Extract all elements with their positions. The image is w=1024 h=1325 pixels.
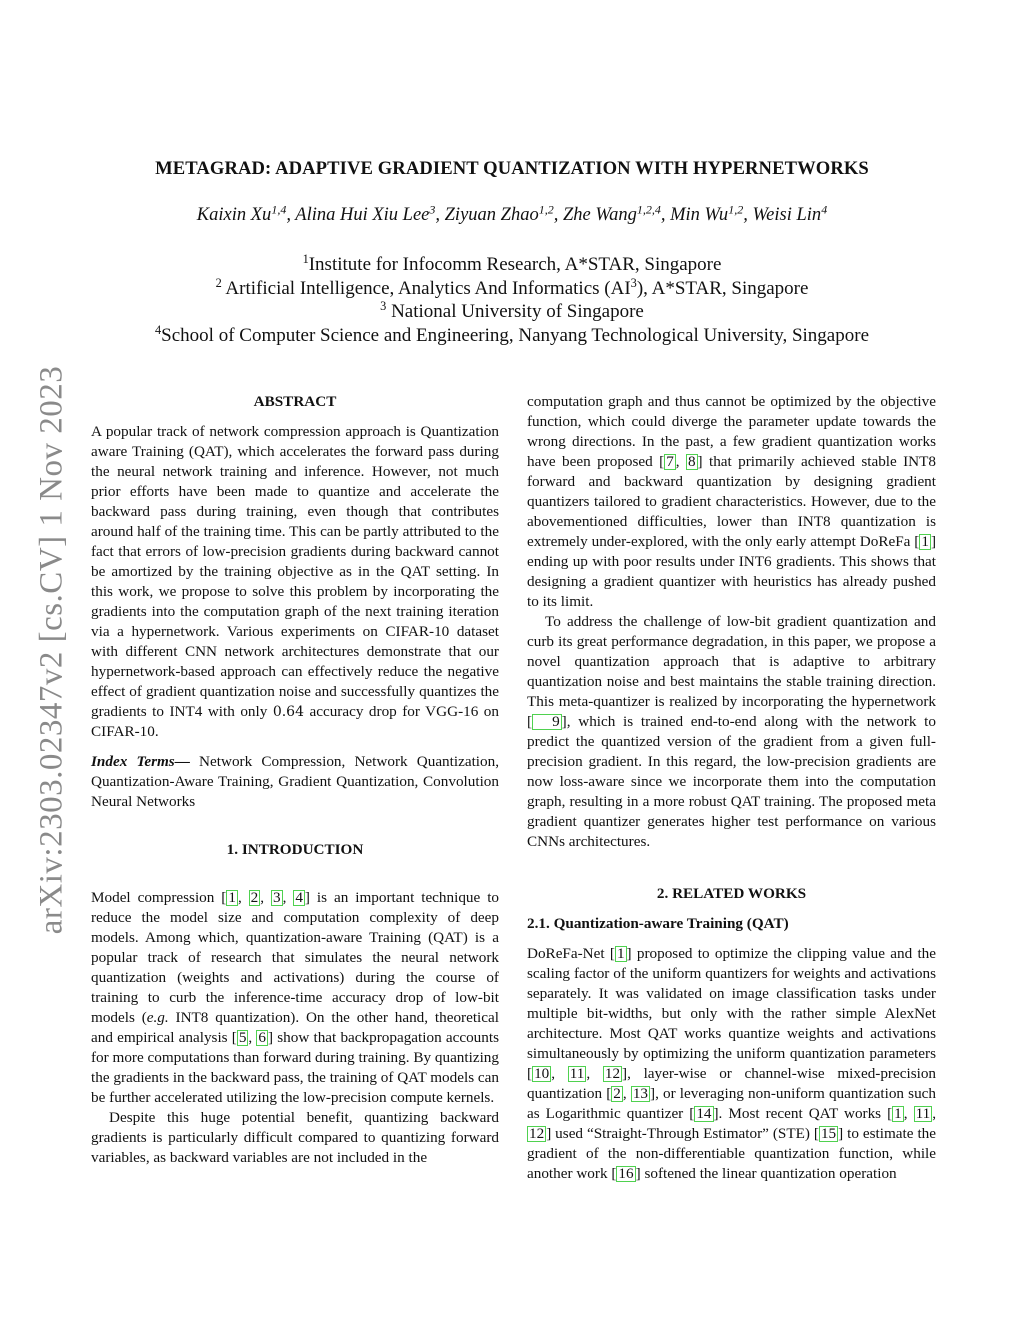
affiliation: $^4$School of Computer Science and Engineering, Nanyang Technological University, Singapore [155,322,869,346]
affiliation: $^2$ Artificial Intelligence, Analytics And Informatics $(AI^3)$, A*STAR, Singapore [215,275,809,299]
citation-link[interactable]: 11 [569,1065,585,1082]
author: Ziyuan Zhao$^{1,2}$, [444,202,563,225]
author: Zhe Wang$^{1,2,4}$, [562,202,671,225]
intro-paragraph-2: Despite this huge potential benefit, quantizing backward gradients is particularly difficult compared to quantizing forward variables, as backward variables are not included in the [91,1109,499,1166]
citation-link[interactable]: 2 [250,889,259,906]
citation-link[interactable]: 12 [529,1125,545,1142]
abstract-heading: ABSTRACT [253,393,337,410]
author: Alina Hui Xiu Lee$^3$, [295,202,445,225]
author-list [0,202,1024,226]
intro-paragraph-3: computation graph and thus cannot be optimized by the objective function, which could diverge the parameter update towards the wrong directions. In the past, a few gradient quantization works have been proposed [ 7 , 8 ] that primarily achieved stable INT8 forward and backward quantization by designing gradient quantizers tailored to gradient characteristics. However, due to the abovementioned difficulties, lower than INT8 quantization is extremely under-explored, with the only early attempt DoReFa [ 1 ] ending up with poor results under INT6 gradients. This shows that designing a gradient quantizer with heuristics has already pushed to its limit. [527,393,937,610]
citation-link[interactable]: 2 [613,1085,621,1102]
citation-link[interactable]: 1 [921,533,929,550]
author: Kaixin Xu$^{1,4}$, [196,202,296,225]
citation-link[interactable]: 11 [915,1105,931,1122]
right-column [527,392,936,1184]
author: Weisi Lin$^4$ [752,202,828,225]
paper-title: METAGRAD: ADAPTIVE GRADIENT QUANTIZATION WITH HYPERNETWORKS [155,158,869,179]
related-works-heading: 2. RELATED WORKS [656,885,807,902]
qat-subsection-heading: 2.1. Quantization-aware Training (QAT) [527,915,789,932]
citation-link[interactable]: 12 [604,1065,621,1082]
citation-link[interactable]: 1 [616,945,625,962]
author: Min Wu$^{1,2}$, [670,202,753,225]
related-paragraph-1: DoReFa-Net [ 1 ] proposed to optimize the clipping value and the scaling factor of the uniform quantizers for weights and activations separately. It was validated on image classification tasks under multiple bit-widths, but only with the rather simple AlexNet architecture. Most QAT works quantize weights and activations simultaneously by optimizing the uniform quantization parameters [ 10 , 11 , 12 ], layer-wise or channel-wise mixed-precision quantization [ 2 , 13 ], or leveraging non-uniform quantization such as Logarithmic quantizer [ 14 ]. Most recent QAT works [ 1 , 11 , 12 ] used “Straight-Through Estimator” (STE) [ 15 ] to estimate the gradient of the non-differentiable quantization function, while another work [ 16 ] softened the linear quantization operation [527,945,937,1182]
abstract-text: A popular track of network compression approach is Quantization aware Training (QAT), which accelerates the forward pass during the neural network training and inference. However, not much prior efforts have been made to quantize and accelerate the backward pass during training, even though that contributes around half of the training time. This can be partly attributed to the fact that errors of low-precision gradients during backward cannot be amortized by the training objective as in the QAT setting. In this work, we propose to solve this problem by incorporating the gradients into the computation graph of the next training iteration via a hypernetwork. Various experiments on CIFAR-10 dataset with different CNN network architectures demonstrate that our hypernetwork-based approach can effectively reduce the negative effect of gradient quantization noise and successfully quantizes the gradients to INT4 with only 0.64 accuracy drop for VGG-16 on CIFAR-10. [91,423,499,740]
index-terms: Index Terms— Network Compression, Network Quantization, Quantization-Aware Training, Gradient Quantization, Convolution Neural Networks [91,753,499,810]
introduction-heading: 1. INTRODUCTION [226,841,364,858]
affiliation: $^3$ National University of Singapore [380,299,644,322]
intro-paragraph-4: To address the challenge of low-bit gradient quantization and curb its great performance degradation, in this paper, we propose a novel quantization approach that is adaptive to arbitrary quantization noise and best maintains the stable training direction. This meta-quantizer is realized by incorporating the hypernetwork [ 9 ], which is trained end-to-end along with the network to predict the quantized version of the gradient from a given full-precision gradient. In this regard, the low-precision gradients are now loss-aware since we incorporate them into the computation graph, resulting in a more robust QAT training. The proposed meta gradient quantizer generates higher test performance on various CNNs architectures. [527,613,936,850]
citation-link[interactable]: 10 [534,1065,550,1082]
left-column [91,392,499,1168]
arxiv-watermark: arXiv:2303.02347v2 [cs.CV] 1 Nov 2023 [33,365,70,935]
intro-paragraph-1: Model compression [ 1 , 2 , 3 , 4 ] is an important technique to reduce the model size and computation complexity of deep models. Among which, quantization-aware Training (QAT) is a popular track of research that simulates the neural network quantization (weights and activations) during the course of training to curb the inference-time accuracy drop of low-bit models (e.g. INT8 quantization). On the other hand, theoretical and empirical analysis [ 5 , 6 ] show that backpropagation accounts for more computations than forward during training. By quantizing the gradients in the backward pass, the training of QAT models can be further accelerated utilizing the low-precision compute kernels. [91,889,500,1106]
citation-link[interactable]: 15 [820,1125,837,1142]
citation-link[interactable]: 7 [666,453,674,470]
citation-link[interactable]: 1 [228,889,236,906]
citation-link[interactable]: 9 [532,714,562,730]
citation-link[interactable]: 8 [687,453,696,470]
citation-link[interactable]: 13 [632,1085,649,1102]
affiliation-list [0,253,1024,347]
citation-link[interactable]: 14 [696,1105,712,1122]
citation-link[interactable]: 1 [894,1105,902,1122]
citation-link[interactable]: 5 [238,1029,247,1046]
citation-link[interactable]: 4 [295,889,303,906]
citation-link[interactable]: 16 [618,1165,634,1182]
citation-link[interactable]: 3 [273,889,281,906]
citation-link[interactable]: 6 [258,1029,266,1046]
affiliation: $^1$Institute for Infocomm Research, A*STAR, Singapore [302,252,722,275]
